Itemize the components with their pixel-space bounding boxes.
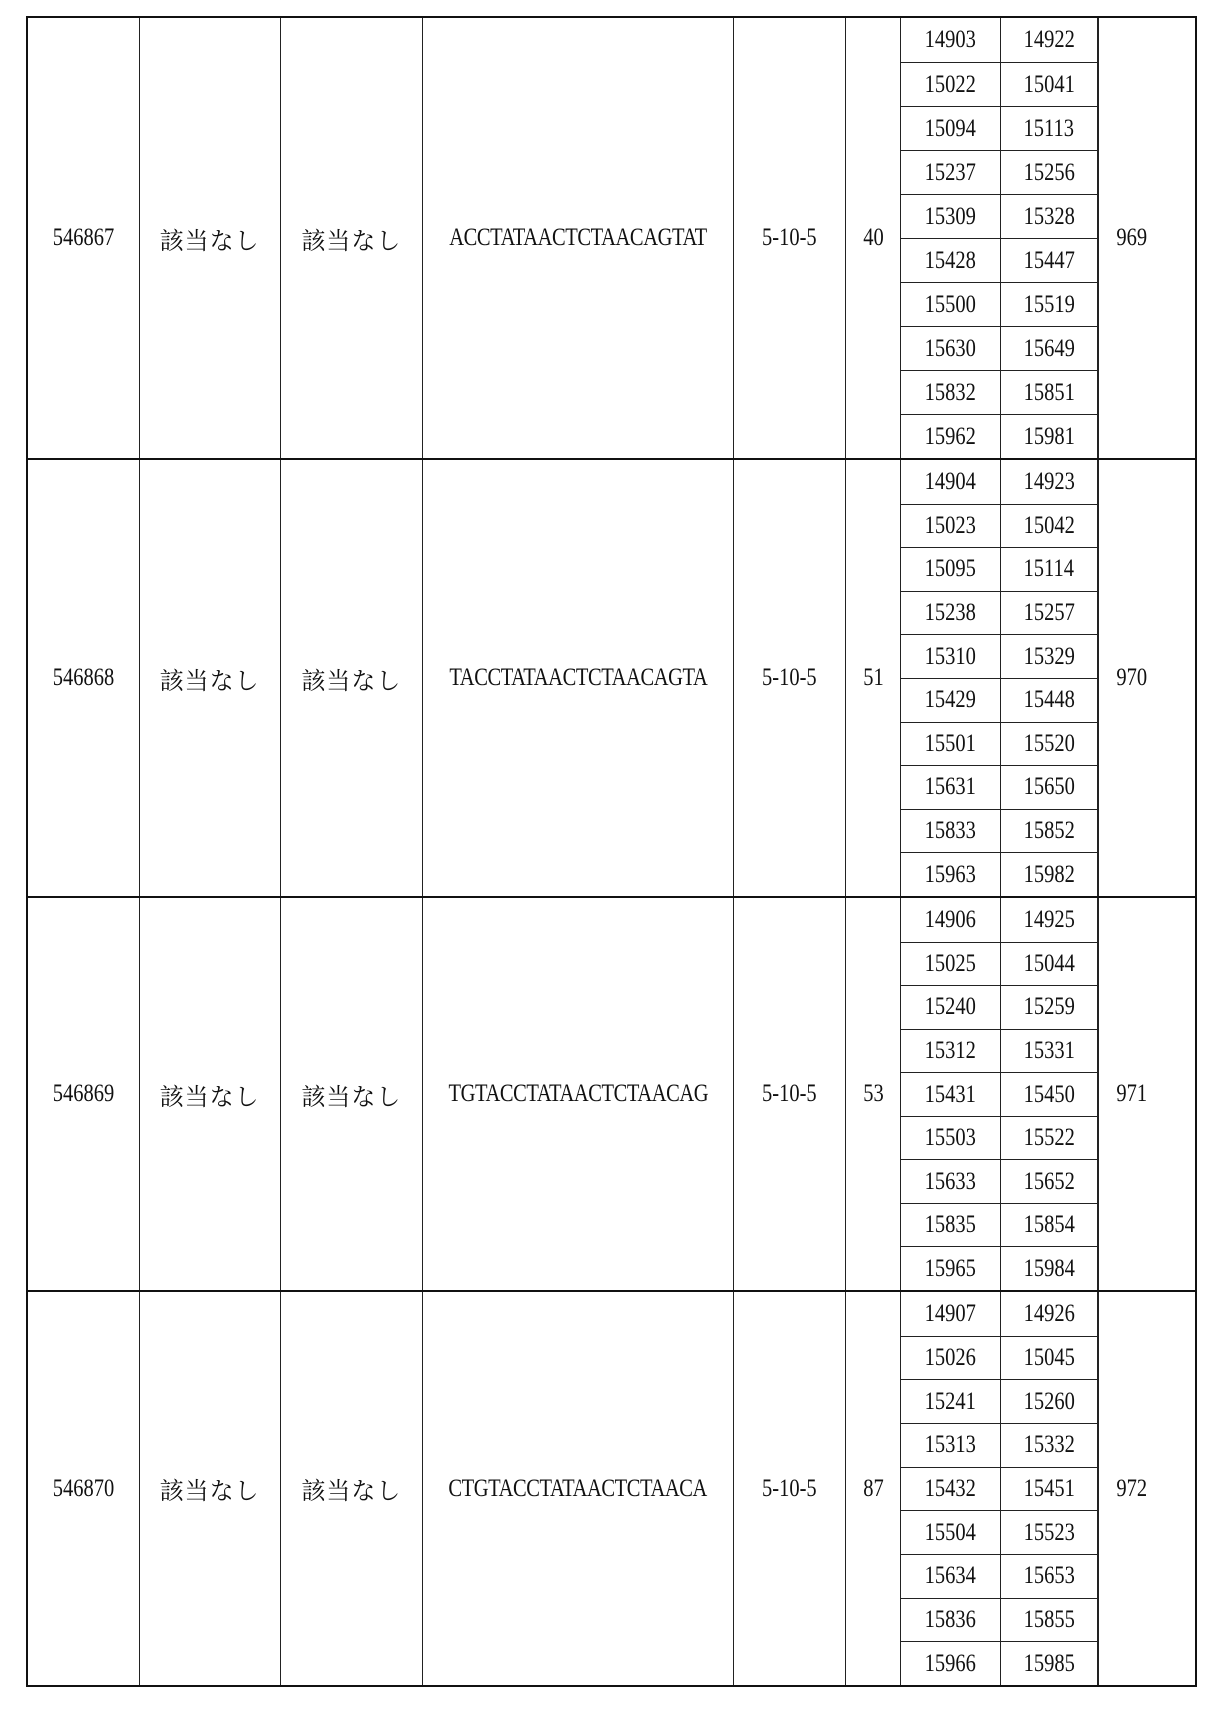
position-start-cell	[901, 505, 999, 548]
position-stop-value: 15113	[1023, 114, 1075, 142]
seq-id-cell	[1098, 460, 1195, 896]
sequence-cell	[422, 898, 732, 1290]
isis-number-cell	[28, 1292, 139, 1685]
position-stop-value: 15851	[1023, 378, 1075, 406]
position-pair-row	[901, 852, 1098, 896]
position-start-value: 15238	[925, 599, 977, 627]
position-start-cell	[901, 986, 999, 1029]
position-stop-value: 15332	[1023, 1431, 1075, 1459]
inhibition-cell	[845, 18, 901, 458]
position-pair-row	[901, 1554, 1098, 1598]
target-a-cell	[139, 898, 280, 1290]
target-b-cell-text: 該当なし	[301, 666, 402, 695]
position-stop-value: 15852	[1023, 817, 1075, 845]
position-start-cell	[901, 283, 999, 326]
position-start-value: 15432	[925, 1475, 977, 1502]
motif-cell	[733, 898, 845, 1290]
position-stop-value: 14926	[1023, 1299, 1075, 1327]
position-stop-value: 15523	[1023, 1518, 1075, 1546]
target-b-cell	[280, 18, 423, 458]
position-start-value: 15237	[925, 158, 977, 186]
seq-id-cell-text: 972	[1116, 1474, 1148, 1502]
position-pair-row	[901, 62, 1098, 106]
position-stop-value: 15854	[1023, 1211, 1075, 1239]
position-stop-value: 15855	[1023, 1606, 1075, 1634]
positions-cell	[900, 898, 1098, 1290]
position-stop-cell	[1000, 679, 1098, 722]
position-start-cell	[901, 548, 999, 591]
seq-id-cell-text: 971	[1116, 1080, 1148, 1107]
position-start-cell	[901, 151, 999, 194]
position-start-value: 15500	[925, 290, 977, 318]
position-pair-row	[901, 591, 1098, 635]
position-stop-value: 14922	[1023, 26, 1075, 53]
position-start-cell	[901, 239, 999, 282]
isis-number-cell	[28, 898, 139, 1290]
position-start-cell	[901, 1337, 999, 1380]
position-pair-row	[901, 1423, 1098, 1467]
position-stop-value: 15522	[1023, 1124, 1075, 1152]
position-start-cell	[901, 810, 999, 853]
seq-id-cell-text: 970	[1116, 664, 1148, 691]
position-pair-row	[901, 18, 1098, 62]
position-stop-value: 15257	[1023, 599, 1075, 627]
position-stop-cell	[1000, 18, 1098, 62]
position-start-cell	[901, 1380, 999, 1423]
inhibition-cell-text: 87	[862, 1474, 884, 1502]
position-start-cell	[901, 1424, 999, 1467]
positions-cell	[900, 18, 1098, 458]
position-start-cell	[901, 1160, 999, 1203]
position-stop-cell	[1000, 1468, 1098, 1511]
position-pair-row	[901, 634, 1098, 678]
position-stop-value: 15447	[1023, 246, 1075, 274]
position-stop-value: 14925	[1023, 905, 1075, 933]
inhibition-cell	[845, 1292, 901, 1685]
position-pair-row	[901, 1336, 1098, 1380]
position-stop-cell	[1000, 327, 1098, 370]
position-pair-row	[901, 985, 1098, 1029]
target-a-cell-text: 該当なし	[159, 226, 260, 255]
position-start-value: 15023	[925, 511, 977, 539]
position-start-value: 14907	[925, 1299, 977, 1327]
position-stop-cell	[1000, 460, 1098, 504]
position-start-value: 15630	[925, 334, 977, 362]
isis-number-cell-text: 546869	[52, 1080, 115, 1107]
position-start-cell	[901, 1468, 999, 1511]
position-stop-cell	[1000, 548, 1098, 591]
position-stop-value: 15649	[1023, 334, 1075, 362]
position-start-cell	[901, 1292, 999, 1336]
inhibition-cell-text: 51	[862, 664, 884, 691]
inhibition-cell	[845, 460, 901, 896]
position-pair-row	[901, 1203, 1098, 1247]
position-start-value: 15240	[925, 993, 977, 1021]
position-pair-row	[901, 809, 1098, 853]
position-start-value: 15022	[925, 70, 977, 98]
sequence-cell-text: ACCTATAACTCTAACAGTAT	[449, 224, 707, 251]
position-pair-row	[901, 898, 1098, 942]
position-start-cell	[901, 766, 999, 809]
position-stop-cell	[1000, 635, 1098, 678]
motif-cell-text: 5-10-5	[761, 224, 817, 251]
position-stop-cell	[1000, 1117, 1098, 1160]
positions-cell	[900, 1292, 1098, 1685]
position-pair-row	[901, 765, 1098, 809]
motif-cell-text: 5-10-5	[761, 664, 817, 691]
position-stop-cell	[1000, 1380, 1098, 1423]
position-pair-row	[901, 678, 1098, 722]
position-stop-value: 15259	[1023, 993, 1075, 1021]
isis-number-cell-text: 546868	[52, 664, 115, 691]
sequence-cell-text: CTGTACCTATAACTCTAACA	[448, 1474, 708, 1502]
position-pair-row	[901, 722, 1098, 766]
position-start-cell	[901, 1204, 999, 1247]
position-stop-cell	[1000, 195, 1098, 238]
position-start-value: 15309	[925, 202, 977, 230]
position-start-value: 15835	[925, 1211, 977, 1239]
position-start-value: 15431	[925, 1080, 977, 1108]
position-start-cell	[901, 635, 999, 678]
position-pair-row	[901, 504, 1098, 548]
position-stop-value: 15331	[1023, 1036, 1075, 1064]
inhibition-cell-text: 40	[862, 224, 884, 251]
position-pair-row	[901, 1246, 1098, 1290]
position-stop-cell	[1000, 592, 1098, 635]
position-stop-cell	[1000, 1599, 1098, 1642]
sequence-cell	[422, 1292, 732, 1685]
position-stop-value: 15984	[1023, 1254, 1075, 1282]
position-pair-row	[901, 1159, 1098, 1203]
position-stop-cell	[1000, 1337, 1098, 1380]
position-start-cell	[901, 371, 999, 414]
position-start-cell	[901, 18, 999, 62]
position-stop-cell	[1000, 1642, 1098, 1685]
position-start-value: 15966	[925, 1649, 977, 1677]
target-b-cell	[280, 460, 423, 896]
position-pair-row	[901, 1641, 1098, 1685]
position-pair-row	[901, 547, 1098, 591]
position-stop-value: 15256	[1023, 158, 1075, 186]
motif-cell-text: 5-10-5	[761, 1080, 817, 1107]
position-start-value: 15503	[925, 1124, 977, 1152]
table-row	[28, 18, 1195, 458]
target-a-cell-text: 該当なし	[159, 1477, 260, 1505]
position-pair-row	[901, 1467, 1098, 1511]
target-b-cell-text: 該当なし	[301, 226, 402, 255]
motif-cell	[733, 18, 845, 458]
position-start-value: 14904	[925, 467, 977, 495]
target-a-cell-text: 該当なし	[159, 1082, 260, 1111]
position-stop-value: 15451	[1023, 1475, 1075, 1502]
position-start-value: 15965	[925, 1254, 977, 1282]
position-start-cell	[901, 195, 999, 238]
position-start-cell	[901, 853, 999, 896]
position-start-value: 15429	[925, 686, 977, 714]
position-start-cell	[901, 107, 999, 150]
sequence-cell	[422, 18, 732, 458]
position-start-cell	[901, 63, 999, 106]
position-stop-value: 14923	[1023, 467, 1075, 495]
target-b-cell-text: 該当なし	[301, 1082, 402, 1111]
position-stop-value: 15650	[1023, 773, 1075, 801]
position-start-value: 15094	[925, 114, 977, 142]
position-start-cell	[901, 1247, 999, 1290]
position-start-value: 15310	[925, 642, 977, 670]
position-start-value: 15836	[925, 1606, 977, 1634]
position-start-value: 14903	[925, 26, 977, 53]
position-stop-value: 15329	[1023, 642, 1075, 670]
position-pair-row	[901, 460, 1098, 504]
position-stop-cell	[1000, 986, 1098, 1029]
position-pair-row	[901, 1072, 1098, 1116]
seq-id-cell	[1098, 898, 1195, 1290]
position-start-cell	[901, 943, 999, 986]
target-b-cell-text: 該当なし	[301, 1477, 402, 1505]
position-start-cell	[901, 1030, 999, 1073]
target-b-cell	[280, 898, 423, 1290]
position-stop-cell	[1000, 1030, 1098, 1073]
position-start-value: 15631	[925, 773, 977, 801]
position-pair-row	[901, 150, 1098, 194]
position-start-value: 14906	[925, 905, 977, 933]
position-stop-value: 15981	[1023, 422, 1075, 450]
position-stop-cell	[1000, 1160, 1098, 1203]
position-stop-value: 15982	[1023, 860, 1075, 888]
table-row	[28, 458, 1195, 896]
position-stop-value: 15045	[1023, 1343, 1075, 1371]
position-pair-row	[901, 1379, 1098, 1423]
position-start-value: 15313	[925, 1431, 977, 1459]
position-stop-cell	[1000, 151, 1098, 194]
seq-id-cell-text: 969	[1116, 224, 1148, 251]
position-stop-value: 15044	[1023, 949, 1075, 977]
position-pair-row	[901, 1598, 1098, 1642]
position-stop-cell	[1000, 107, 1098, 150]
position-pair-row	[901, 1116, 1098, 1160]
position-start-value: 15963	[925, 860, 977, 888]
position-stop-value: 15042	[1023, 511, 1075, 539]
position-stop-cell	[1000, 371, 1098, 414]
position-stop-cell	[1000, 63, 1098, 106]
position-start-value: 15428	[925, 246, 977, 274]
position-stop-value: 15653	[1023, 1562, 1075, 1590]
position-pair-row	[901, 194, 1098, 238]
position-stop-cell	[1000, 853, 1098, 896]
position-stop-value: 15448	[1023, 686, 1075, 714]
position-stop-value: 15519	[1023, 290, 1075, 318]
seq-id-cell	[1098, 18, 1195, 458]
position-start-cell	[901, 1117, 999, 1160]
position-start-cell	[901, 1599, 999, 1642]
position-stop-value: 15520	[1023, 729, 1075, 757]
position-start-cell	[901, 1073, 999, 1116]
position-stop-cell	[1000, 898, 1098, 942]
position-stop-cell	[1000, 943, 1098, 986]
position-stop-value: 15114	[1023, 555, 1075, 583]
sequence-cell-text: TACCTATAACTCTAACAGTA	[449, 664, 708, 691]
position-start-value: 15634	[925, 1562, 977, 1590]
position-stop-cell	[1000, 1247, 1098, 1290]
position-stop-cell	[1000, 1292, 1098, 1336]
position-start-value: 15241	[925, 1387, 977, 1415]
position-start-value: 15025	[925, 949, 977, 977]
motif-cell	[733, 1292, 845, 1685]
table-row	[28, 896, 1195, 1290]
seq-id-cell	[1098, 1292, 1195, 1685]
position-start-value: 15633	[925, 1167, 977, 1195]
position-stop-cell	[1000, 239, 1098, 282]
position-stop-cell	[1000, 1424, 1098, 1467]
position-start-cell	[901, 723, 999, 766]
position-start-value: 15095	[925, 555, 977, 583]
motif-cell-text: 5-10-5	[761, 1474, 817, 1502]
position-stop-value: 15652	[1023, 1167, 1075, 1195]
position-pair-row	[901, 326, 1098, 370]
position-start-cell	[901, 327, 999, 370]
position-pair-row	[901, 370, 1098, 414]
position-stop-value: 15985	[1023, 1649, 1075, 1677]
position-start-cell	[901, 592, 999, 635]
position-stop-value: 15450	[1023, 1080, 1075, 1108]
position-stop-cell	[1000, 1204, 1098, 1247]
position-pair-row	[901, 238, 1098, 282]
target-a-cell-text: 該当なし	[159, 666, 260, 695]
position-pair-row	[901, 1510, 1098, 1554]
isis-number-cell-text: 546867	[52, 224, 115, 251]
target-a-cell	[139, 1292, 280, 1685]
position-start-cell	[901, 679, 999, 722]
position-pair-row	[901, 282, 1098, 326]
position-start-cell	[901, 415, 999, 458]
position-start-cell	[901, 1511, 999, 1554]
position-start-value: 15832	[925, 378, 977, 406]
position-stop-cell	[1000, 415, 1098, 458]
position-start-value: 15501	[925, 729, 977, 757]
position-stop-value: 15041	[1023, 70, 1075, 98]
position-stop-cell	[1000, 810, 1098, 853]
motif-cell	[733, 460, 845, 896]
target-a-cell	[139, 460, 280, 896]
target-a-cell	[139, 18, 280, 458]
position-pair-row	[901, 1029, 1098, 1073]
position-stop-cell	[1000, 1511, 1098, 1554]
sequence-cell-text: TGTACCTATAACTCTAACAG	[448, 1080, 708, 1107]
position-start-value: 15312	[925, 1036, 977, 1064]
position-pair-row	[901, 1292, 1098, 1336]
target-b-cell	[280, 1292, 423, 1685]
position-start-cell	[901, 1555, 999, 1598]
position-stop-cell	[1000, 766, 1098, 809]
position-stop-cell	[1000, 505, 1098, 548]
isis-number-cell	[28, 18, 139, 458]
sequence-cell	[422, 460, 732, 896]
isis-number-cell	[28, 460, 139, 896]
position-stop-cell	[1000, 1555, 1098, 1598]
inhibition-cell	[845, 898, 901, 1290]
positions-cell	[900, 460, 1098, 896]
isis-number-cell-text: 546870	[52, 1474, 115, 1502]
position-start-value: 15504	[925, 1518, 977, 1546]
position-stop-value: 15328	[1023, 202, 1075, 230]
position-stop-value: 15260	[1023, 1387, 1075, 1415]
position-start-cell	[901, 460, 999, 504]
position-start-value: 15026	[925, 1343, 977, 1371]
position-start-cell	[901, 898, 999, 942]
position-pair-row	[901, 942, 1098, 986]
position-start-cell	[901, 1642, 999, 1685]
position-stop-cell	[1000, 1073, 1098, 1116]
position-pair-row	[901, 106, 1098, 150]
position-start-value: 15833	[925, 817, 977, 845]
table-row	[28, 1290, 1195, 1685]
oligo-data-table	[26, 16, 1197, 1687]
position-stop-cell	[1000, 723, 1098, 766]
position-pair-row	[901, 414, 1098, 458]
inhibition-cell-text: 53	[862, 1080, 884, 1107]
position-start-value: 15962	[925, 422, 977, 450]
position-stop-cell	[1000, 283, 1098, 326]
